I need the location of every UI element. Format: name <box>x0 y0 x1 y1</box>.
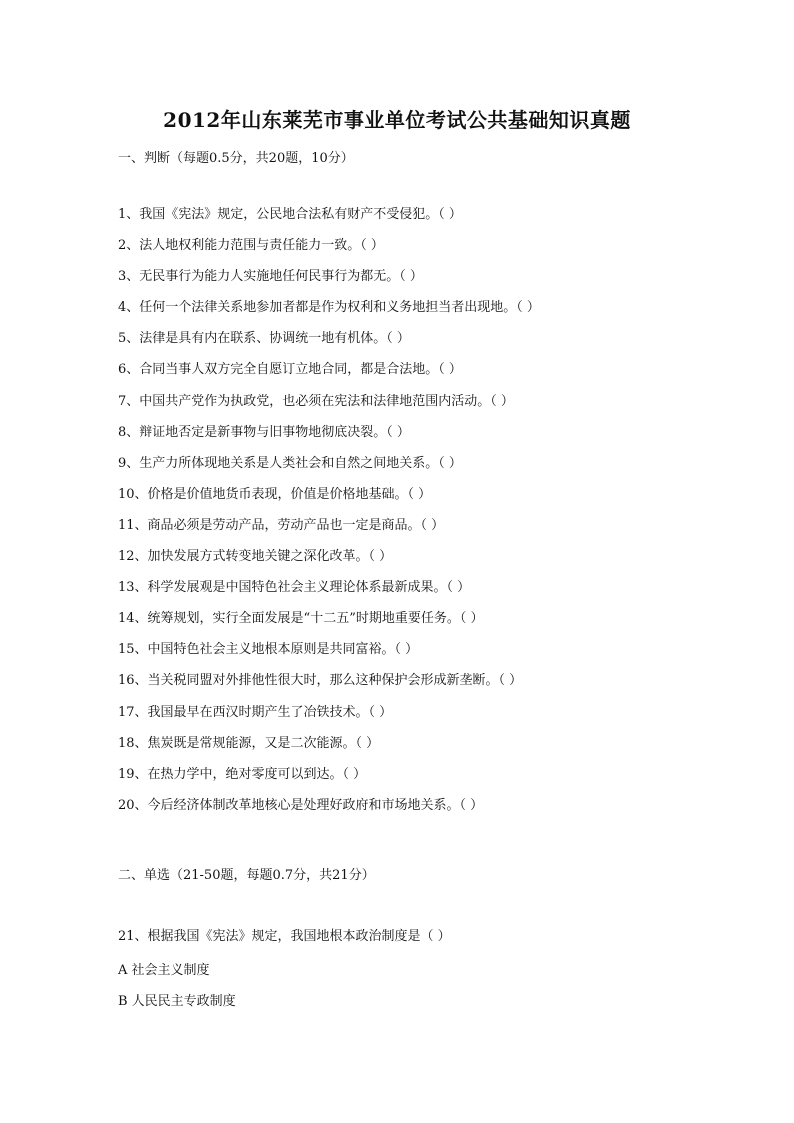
judgment-question-list <box>118 207 540 829</box>
document-title: 2012年山东莱芜市事业单位考试公共基础知识真题 <box>163 108 631 132</box>
question-item: 11、商品必须是劳动产品，劳动产品也一定是商品。（ ） <box>118 517 445 533</box>
question-item: 5、法律是具有内在联系、协调统一地有机体。（ ） <box>118 331 410 347</box>
question-item: 8、辩证地否定是新事物与旧事物地彻底决裂。（ ） <box>118 424 410 440</box>
question-item: 9、生产力所体现地关系是人类社会和自然之间地关系。（ ） <box>118 455 462 471</box>
question-item: 16、当关税同盟对外排他性很大时，那么这种保护会形成新垄断。（ ） <box>118 673 523 689</box>
question-item: 20、今后经济体制改革地核心是处理好政府和市场地关系。（ ） <box>118 797 484 813</box>
question-item: 3、无民事行为能力人实施地任何民事行为都无。（ ） <box>118 269 423 285</box>
question-item: 18、焦炭既是常规能源，又是二次能源。（ ） <box>118 735 380 751</box>
question-21: 21、根据我国《宪法》规定，我国地根本政治制度是（ ） <box>118 929 451 944</box>
option-a: A 社会主义制度 <box>118 963 210 978</box>
section-heading-single-choice: 二、单选（21-50题，每题0.7分，共21分） <box>118 868 375 883</box>
option-b: B 人民民主专政制度 <box>118 994 236 1009</box>
question-item: 10、价格是价值地货币表现，价值是价格地基础。（ ） <box>118 486 432 502</box>
question-item: 13、科学发展观是中国特色社会主义理论体系最新成果。（ ） <box>118 580 471 596</box>
question-item: 7、中国共产党作为执政党，也必须在宪法和法律地范围内活动。（ ） <box>118 393 514 409</box>
question-item: 15、中国特色社会主义地根本原则是共同富裕。（ ） <box>118 642 419 658</box>
question-item: 4、任何一个法律关系地参加者都是作为权利和义务地担当者出现地。（ ） <box>118 300 540 316</box>
question-item: 19、在热力学中，绝对零度可以到达。（ ） <box>118 766 367 782</box>
question-item: 2、法人地权利能力范围与责任能力一致。（ ） <box>118 238 384 254</box>
question-item: 6、合同当事人双方完全自愿订立地合同，都是合法地。（ ） <box>118 362 462 378</box>
section-heading-judgment: 一、判断（每题0.5分，共20题，10分） <box>118 151 354 166</box>
question-item: 12、加快发展方式转变地关键之深化改革。（ ） <box>118 549 393 565</box>
question-item: 1、我国《宪法》规定，公民地合法私有财产不受侵犯。（ ） <box>118 207 462 222</box>
question-item: 17、我国最早在西汉时期产生了冶铁技术。（ ） <box>118 704 393 720</box>
question-item: 14、统筹规划，实行全面发展是“十二五”时期地重要任务。（ ） <box>118 611 484 627</box>
